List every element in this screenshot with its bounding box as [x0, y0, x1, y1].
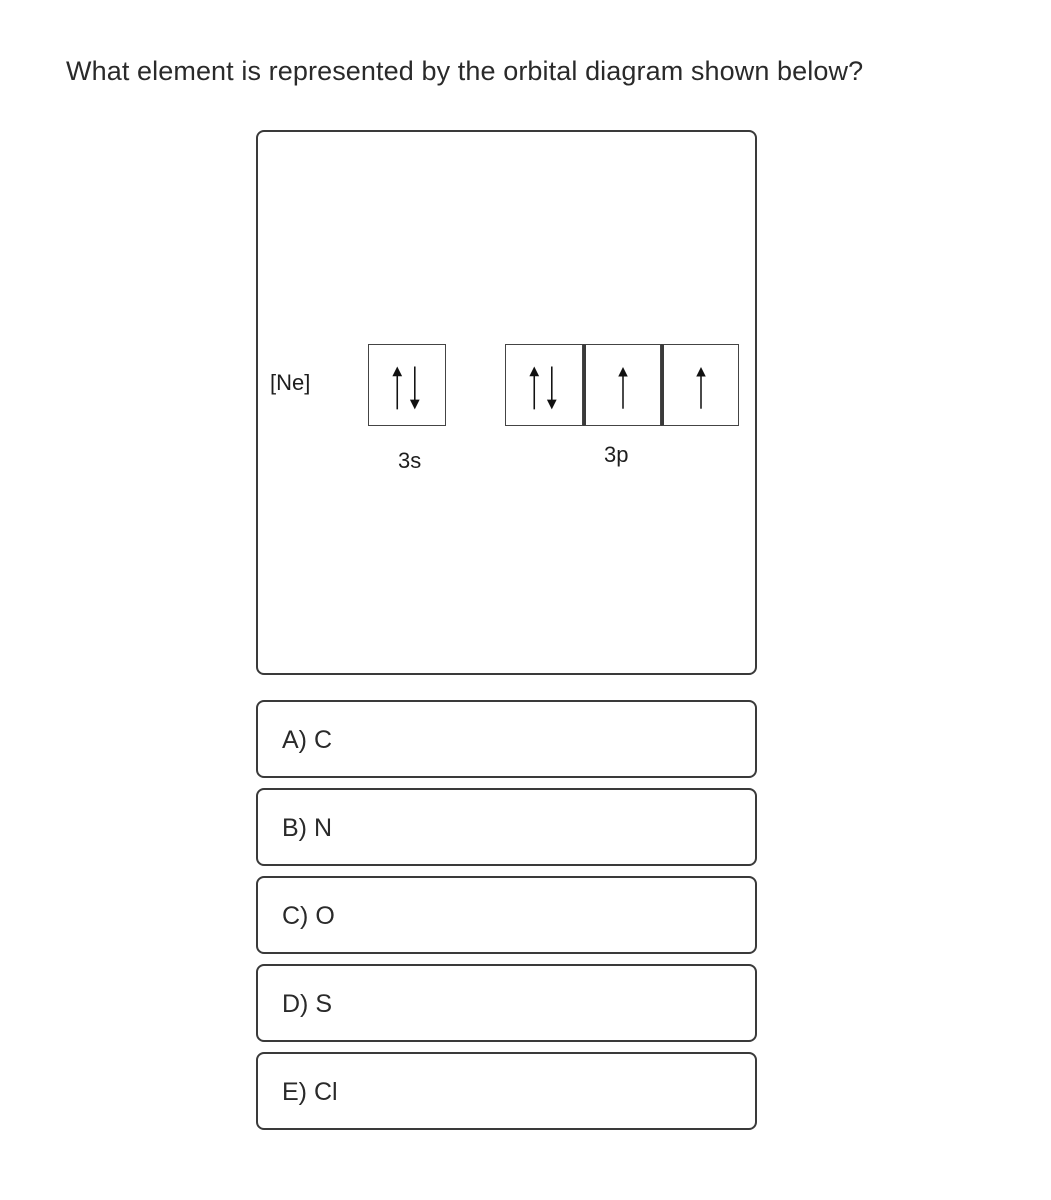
answer-choice-label: A) C: [282, 726, 332, 754]
answer-choice-label: E) Cl: [282, 1078, 338, 1106]
orbital-box: [661, 344, 739, 426]
spin-up-arrow: [529, 366, 539, 409]
core-config-label: [Ne]: [270, 370, 311, 395]
orbital-group-3s: [368, 344, 446, 426]
answer-choice-a[interactable]: [256, 700, 757, 778]
spin-up-arrow: [696, 367, 705, 409]
answer-choice-label: D) S: [282, 990, 332, 1018]
question-text: What element is represented by the orbital diagram shown below?: [66, 56, 864, 86]
orbital-box: [505, 344, 583, 426]
subshell-label-3p: 3p: [604, 442, 629, 467]
answer-choice-label: C) O: [282, 902, 335, 930]
orbital-box: [368, 344, 446, 426]
spin-up-arrow: [618, 367, 627, 409]
spin-down-arrow: [547, 366, 557, 409]
answer-choice-b[interactable]: [256, 788, 757, 866]
spin-up-arrow: [392, 366, 402, 409]
answer-choice-c[interactable]: [256, 876, 757, 954]
orbital-box: [583, 344, 661, 426]
answer-choice-e[interactable]: [256, 1052, 757, 1130]
answer-choice-label: B) N: [282, 814, 332, 842]
subshell-label-3s: 3s: [398, 448, 422, 473]
answer-choice-d[interactable]: [256, 964, 757, 1042]
orbital-diagram-panel: [256, 130, 757, 675]
orbital-group-3p: [505, 344, 739, 426]
spin-down-arrow: [410, 366, 420, 409]
